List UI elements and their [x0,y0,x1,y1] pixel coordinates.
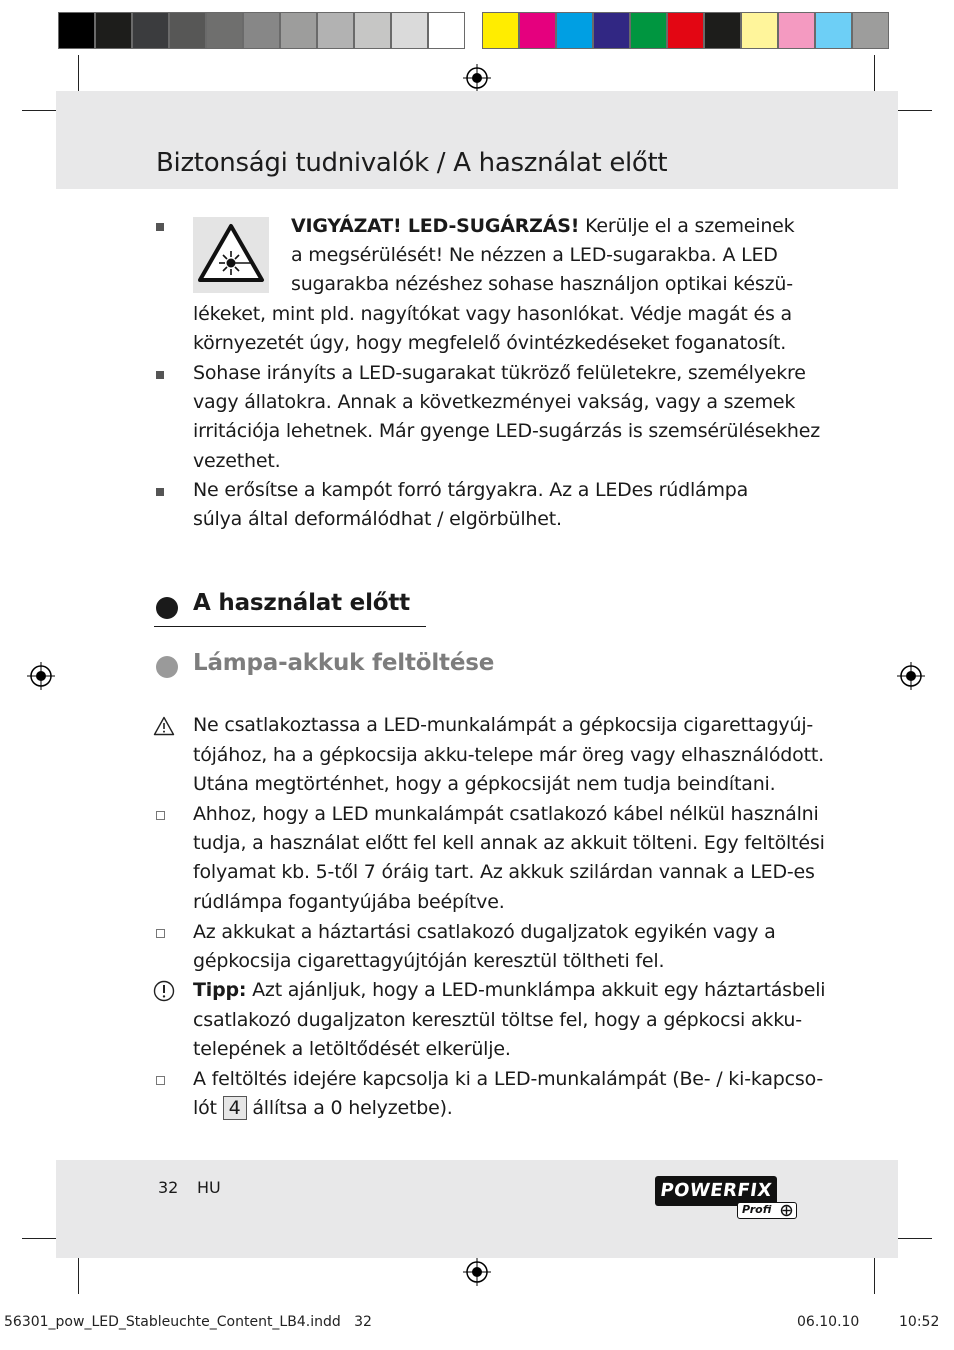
color-swatch [95,12,132,49]
color-swatch [704,12,741,49]
crop-mark [874,55,875,91]
tip-text: Azt ajánljuk, hogy a LED-munklámpa akkuit egy háztartásbeli [252,979,826,1001]
tip-line-1 [193,976,825,1005]
color-swatch [667,12,704,49]
step-3-text-post: állítsa a 0 helyzetbe). [252,1097,453,1119]
logo-crosshair-icon [780,1204,793,1217]
color-swatch [58,12,95,49]
caution-triangle-icon [153,716,175,736]
logo-sub-text: Profi [742,1203,772,1216]
caution-line: Utána megtörténhet, hogy a gépkocsiját nem tudja beindítani. [193,773,776,795]
crop-mark [874,1258,875,1294]
slug-filename: 56301_pow_LED_Stableuchte_Content_LB4.indd 32 [4,1314,372,1330]
color-swatch [169,12,206,49]
step-1-line: Ahhoz, hogy a LED munkalámpát csatlakozó kábel nélkül használni [193,803,819,825]
color-bar-grayscale [58,12,465,49]
step-1-line: rúdlámpa fogantyújába beépítve. [193,891,505,913]
safety-item-3-line: Ne erősítse a kampót forró tárgyakra. Az a LEDes rúdlámpa [193,479,749,501]
registration-mark-icon [897,662,925,690]
color-swatch [428,12,465,49]
bullet [156,371,164,379]
color-swatch [852,12,889,49]
warning-line-4: lékeket, mint pld. nagyítókat vagy hasonlókat. Védje magát és a [193,303,792,325]
color-swatch [778,12,815,49]
color-swatch [815,12,852,49]
step-checkbox-icon [156,811,165,820]
step-checkbox-icon [156,1076,165,1085]
page-number: 32 [158,1178,179,1197]
step-2-line: gépkocsija cigarettagyújtóján keresztül töltheti fel. [193,950,665,972]
section-heading-before-use: A használat előtt [193,590,410,616]
slug-date: 06.10.10 [797,1314,860,1330]
language-code: HU [197,1178,221,1197]
step-checkbox-icon [156,929,165,938]
crop-mark [898,1238,932,1239]
tip-line: telepének a letöltődését elkerülje. [193,1038,511,1060]
crop-mark [78,55,79,91]
color-swatch [280,12,317,49]
bullet [156,223,164,231]
safety-item-2-line: Sohase irányíts a LED-sugarakat tükröző felületekre, személyekre [193,362,806,384]
color-swatch [741,12,778,49]
crop-mark [22,1238,56,1239]
step-3-text-pre: lót [193,1097,217,1119]
step-3-line: A feltöltés idejére kapcsolja ki a LED-munkalámpát (Be- / ki-kapcso- [193,1068,823,1090]
powerfix-logo [655,1176,797,1220]
safety-item-3-line: súlya által deformálódhat / elgörbülhet. [193,508,562,530]
color-swatch [391,12,428,49]
page-title: Biztonsági tudnivalók / A használat előtt [156,148,668,178]
safety-item-2-line: vagy állatokra. Annak a következményei vakság, vagy a szemek [193,391,796,413]
color-swatch [354,12,391,49]
step-1-line: tudja, a használat előtt fel kell annak az akkuit tölteni. Egy feltöltési [193,832,825,854]
warning-line-3: sugarakba nézéshez sohase használjon optikai készü- [291,273,793,295]
tip-line: csatlakozó dugaljzaton keresztül töltse fel, hogy a gépkocsi akku- [193,1009,802,1031]
laser-warning-icon [193,217,269,293]
caution-line: tójához, ha a gépkocsija akku-telepe már öreg vagy elhasználódott. [193,744,824,766]
step-2-line: Az akkukat a háztartási csatlakozó dugaljzatok egyikén vagy a [193,921,776,943]
section-dot-icon [156,597,178,619]
part-reference-badge: 4 [223,1096,247,1120]
section-underline [154,626,426,627]
color-swatch [593,12,630,49]
crop-mark [78,1258,79,1294]
color-swatch [519,12,556,49]
warning-line-1 [291,212,794,241]
color-swatch [556,12,593,49]
warning-text: Kerülje el a szemeinek [585,215,795,237]
color-swatch [482,12,519,49]
registration-mark-icon [463,64,491,92]
safety-item-2-line: irritációja lehetnek. Már gyenge LED-sugárzás is szemsérülésekhez [193,420,821,442]
caution-line: Ne csatlakoztassa a LED-munkalámpát a gépkocsija cigarettagyúj- [193,714,814,736]
warning-line-2: a megsérülését! Ne nézzen a LED-sugarakba. A LED [291,244,778,266]
warning-line-5: környezetét úgy, hogy megfelelő óvintézkedéseket foganatosít. [193,332,787,354]
tip-exclamation-icon [153,980,175,1002]
color-swatch [243,12,280,49]
section-dot-icon [156,656,178,678]
logo-main-text: POWERFIX [658,1180,774,1201]
color-swatch [132,12,169,49]
warning-label: VIGYÁZAT! LED-SUGÁRZÁS! [291,215,580,237]
safety-item-2-line: vezethet. [193,450,281,472]
tip-label: Tipp: [193,979,247,1001]
slug-time: 10:52 [899,1314,940,1330]
registration-mark-icon [27,662,55,690]
crop-mark [898,110,932,111]
bullet [156,488,164,496]
color-swatch [317,12,354,49]
color-swatch [630,12,667,49]
step-3-line-2 [193,1094,453,1123]
crop-mark [22,110,56,111]
step-1-line: folyamat kb. 5-től 7 óráig tart. Az akkuk szilárdan vannak a LED-es [193,861,815,883]
registration-mark-icon [463,1258,491,1286]
color-swatch [206,12,243,49]
color-bar-process [482,12,889,49]
section-heading-charging: Lámpa-akkuk feltöltése [193,650,495,676]
